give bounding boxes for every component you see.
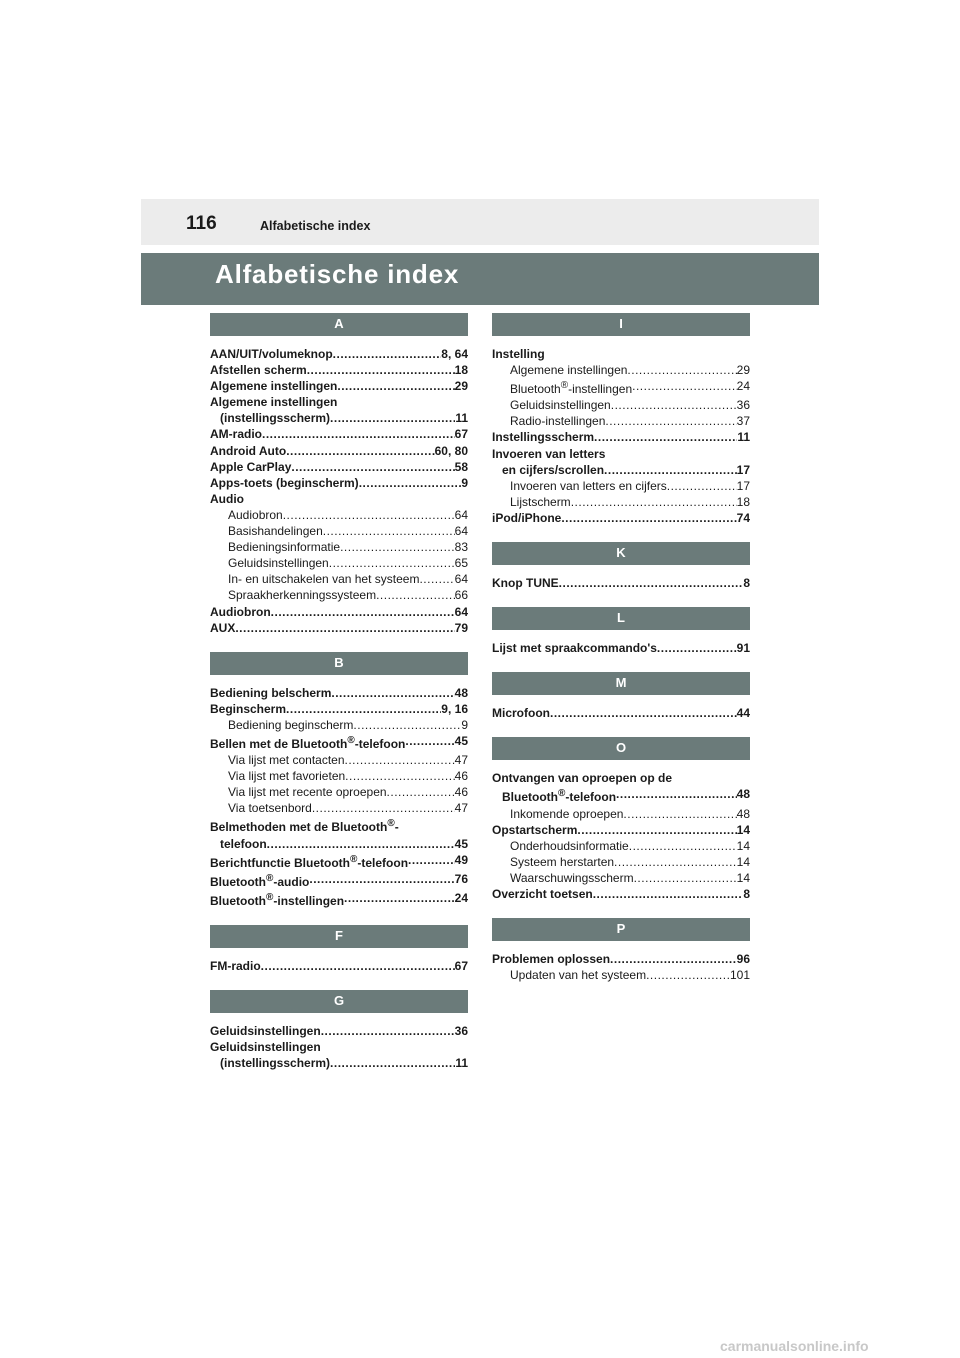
index-subentry: Bedieningsinformatie ..... 83: [210, 539, 468, 555]
index-entry: Instellingsscherm ..... 11: [492, 429, 750, 445]
index-subentry: Via toetsenbord ..... 47: [210, 800, 468, 816]
index-subentry: Bluetooth®-instellingen ..... 24: [492, 378, 750, 397]
index-entry: Knop TUNE ..... 8: [492, 575, 750, 591]
index-subentry: Systeem herstarten ..... 14: [492, 854, 750, 870]
index-entry: (instellingsscherm) ..... 11: [210, 1055, 468, 1071]
index-entry: Algemene instellingen: [210, 395, 338, 410]
index-entry: Lijst met spraakcommando's ..... 91: [492, 640, 750, 656]
index-entry: (instellingsscherm) ..... 11: [210, 410, 468, 426]
running-title: Alfabetische index: [260, 219, 371, 233]
index-subentry: Invoeren van letters en cijfers ..... 17: [492, 478, 750, 494]
index-subentry: Via lijst met recente oproepen ..... 46: [210, 784, 468, 800]
index-entry: Apps-toets (beginscherm) ..... 9: [210, 475, 468, 491]
index-entry: Belmethoden met de Bluetooth®-: [210, 818, 399, 835]
index-entry: Apple CarPlay ..... 58: [210, 459, 468, 475]
index-entry: Bluetooth®-audio ..... 76: [210, 871, 468, 890]
index-entry: Geluidsinstellingen: [210, 1040, 321, 1055]
index-subentry: Inkomende oproepen ..... 48: [492, 806, 750, 822]
index-entry: Berichtfunctie Bluetooth®-telefoon ..... 49: [210, 852, 468, 871]
index-entry: Audiobron ..... 64: [210, 604, 468, 620]
watermark: carmanualsonline.info: [720, 1338, 869, 1354]
index-column-right: [492, 313, 750, 983]
index-subentry: Updaten van het systeem ..... 101: [492, 967, 750, 983]
index-entry: Instelling: [492, 347, 545, 361]
page-number: 116: [186, 213, 217, 234]
index-entry: Problemen oplossen ..... 96: [492, 951, 750, 967]
index-subentry: Lijstscherm ..... 18: [492, 494, 750, 510]
letter-header-m: M: [492, 672, 750, 695]
index-subentry: Radio-instellingen ..... 37: [492, 413, 750, 429]
index-entry: Beginscherm ..... 9, 16: [210, 701, 468, 717]
index-entry: Geluidsinstellingen ..... 36: [210, 1023, 468, 1039]
index-subentry: In- en uitschakelen van het systeem ..... 64: [210, 571, 468, 587]
index-subentry: Waarschuwingsscherm ..... 14: [492, 870, 750, 886]
index-subentry: Via lijst met contacten ..... 47: [210, 752, 468, 768]
index-subentry: Onderhoudsinformatie ..... 14: [492, 838, 750, 854]
index-entry: Microfoon ..... 44: [492, 705, 750, 721]
index-entry: en cijfers/scrollen ..... 17: [492, 462, 750, 478]
index-subentry: Geluidsinstellingen ..... 36: [492, 397, 750, 413]
letter-header-l: L: [492, 607, 750, 630]
index-entry: Algemene instellingen ..... 29: [210, 378, 468, 394]
index-entry: Bellen met de Bluetooth®-telefoon ..... 45: [210, 733, 468, 752]
letter-header-f: F: [210, 925, 468, 948]
page-title: Alfabetische index: [215, 259, 460, 289]
index-entry: Afstellen scherm ..... 18: [210, 362, 468, 378]
letter-header-o: O: [492, 737, 750, 760]
index-entry: iPod/iPhone ..... 74: [492, 510, 750, 526]
index-subentry: Spraakherkenningssysteem ..... 66: [210, 587, 468, 603]
index-column-left: [210, 313, 468, 1071]
letter-header-p: P: [492, 918, 750, 941]
index-subentry: Via lijst met favorieten ..... 46: [210, 768, 468, 784]
index-subentry: Bediening beginscherm ..... 9: [210, 717, 468, 733]
header-bar: [141, 199, 819, 245]
index-entry: Bluetooth®-instellingen ..... 24: [210, 890, 468, 909]
index-entry: Bluetooth®-telefoon ..... 48: [492, 786, 750, 805]
index-entry: AUX ..... 79: [210, 620, 468, 636]
index-entry: Android Auto ..... 60, 80: [210, 443, 468, 459]
index-entry: Opstartscherm ..... 14: [492, 822, 750, 838]
letter-header-i: I: [492, 313, 750, 336]
index-entry: AAN/UIT/volumeknop ..... 8, 64: [210, 346, 468, 362]
index-entry: Invoeren van letters: [492, 446, 606, 461]
index-entry: Audio: [210, 491, 244, 506]
index-entry: telefoon ..... 45: [210, 836, 468, 852]
index-entry: FM-radio ..... 67: [210, 958, 468, 974]
letter-header-g: G: [210, 990, 468, 1013]
letter-header-k: K: [492, 542, 750, 565]
index-subentry: Geluidsinstellingen ..... 65: [210, 555, 468, 571]
index-subentry: Audiobron ..... 64: [210, 507, 468, 523]
index-entry: AM-radio ..... 67: [210, 426, 468, 442]
title-bar: [141, 253, 819, 305]
index-subentry: Basishandelingen ..... 64: [210, 523, 468, 539]
index-subentry: Algemene instellingen ..... 29: [492, 362, 750, 378]
letter-header-b: B: [210, 652, 468, 675]
letter-header-a: A: [210, 313, 468, 336]
index-entry: Overzicht toetsen ..... 8: [492, 886, 750, 902]
index-entry: Bediening belscherm ..... 48: [210, 685, 468, 701]
index-entry: Ontvangen van oproepen op de: [492, 771, 673, 786]
